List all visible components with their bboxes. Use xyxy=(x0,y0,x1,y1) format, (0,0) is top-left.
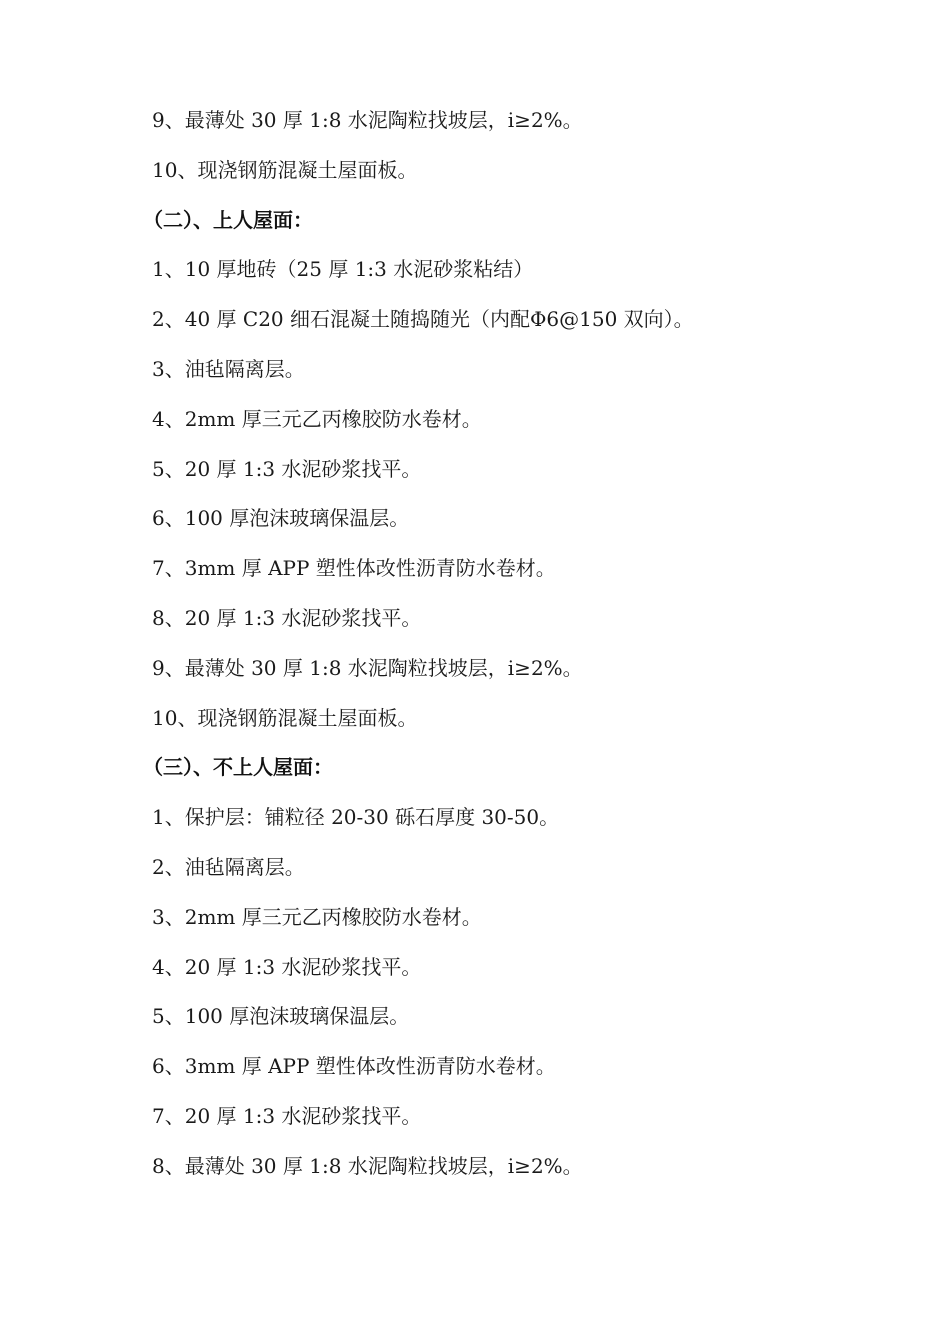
list-item: 10、现浇钢筋混凝土屋面板。 xyxy=(152,705,418,730)
list-item: 3、油毡隔离层。 xyxy=(152,356,305,381)
list-item: 5、20 厚 1:3 水泥砂浆找平。 xyxy=(152,456,422,481)
list-item: 1、10 厚地砖（25 厚 1:3 水泥砂浆粘结） xyxy=(152,257,534,282)
list-item: 6、100 厚泡沫玻璃保温层。 xyxy=(152,506,410,531)
list-item: 8、20 厚 1:3 水泥砂浆找平。 xyxy=(152,605,422,630)
list-item: 1、保护层：铺粒径 20-30 砾石厚度 30-50。 xyxy=(152,805,560,830)
section-heading: （三）、不上人屋面： xyxy=(143,755,333,780)
document-body xyxy=(0,104,950,1200)
list-item: 7、3mm 厚 APP 塑性体改性沥青防水卷材。 xyxy=(152,556,556,581)
list-item: 2、40 厚 C20 细石混凝土随捣随光（内配Φ6@150 双向）。 xyxy=(152,307,694,332)
list-item: 4、2mm 厚三元乙丙橡胶防水卷材。 xyxy=(152,406,482,431)
list-item: 8、最薄处 30 厚 1:8 水泥陶粒找坡层，i≥2%。 xyxy=(152,1153,583,1178)
list-item: 3、2mm 厚三元乙丙橡胶防水卷材。 xyxy=(152,904,482,929)
list-item: 10、现浇钢筋混凝土屋面板。 xyxy=(152,157,418,182)
list-item: 5、100 厚泡沫玻璃保温层。 xyxy=(152,1004,410,1029)
list-item: 2、油毡隔离层。 xyxy=(152,854,305,879)
list-item: 4、20 厚 1:3 水泥砂浆找平。 xyxy=(152,954,422,979)
section-heading: （二）、上人屋面： xyxy=(143,207,313,232)
list-item: 9、最薄处 30 厚 1:8 水泥陶粒找坡层，i≥2%。 xyxy=(152,655,583,680)
list-item: 7、20 厚 1:3 水泥砂浆找平。 xyxy=(152,1103,422,1128)
list-item: 6、3mm 厚 APP 塑性体改性沥青防水卷材。 xyxy=(152,1054,556,1079)
list-item: 9、最薄处 30 厚 1:8 水泥陶粒找坡层，i≥2%。 xyxy=(152,108,583,132)
